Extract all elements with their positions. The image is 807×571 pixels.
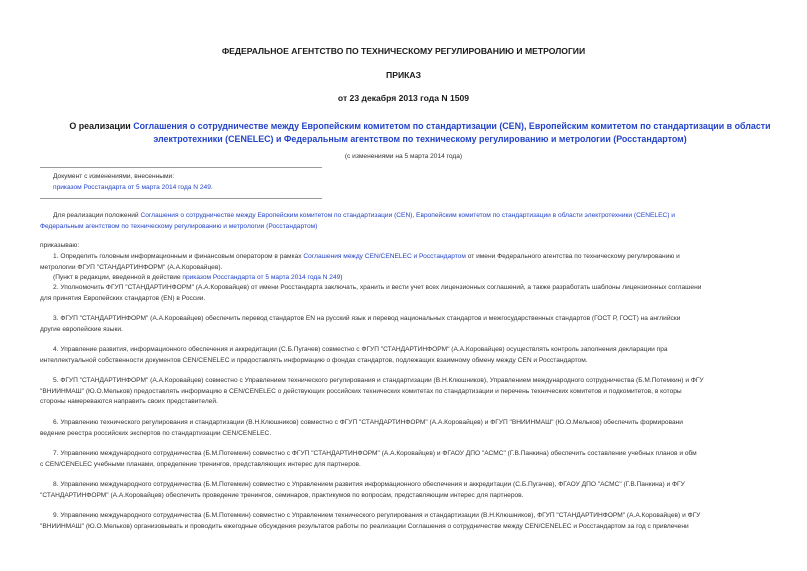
- item-3-line-2: другие европейские языки.: [40, 325, 123, 333]
- item-9-line-2: "ВНИИНМАШ" (Ю.О.Мельков) организовывать и проводить ежегодные обсуждения результатов работы по реализации Соглашения о сотрудничестве между CEN/CENELEC и Росстандартом за год с привлечени: [40, 522, 689, 530]
- item-5: [40, 376, 780, 408]
- item-6-line-2: ведение реестра российских экспертов по стандартизации CEN/CENELEC.: [40, 429, 272, 437]
- item-1-agreement-link[interactable]: Соглашения между CEN/CENELEC и Росстандартом: [303, 253, 466, 260]
- item-3-line-1: 3. ФГУП "СТАНДАРТИНФОРМ" (А.А.Коровайцев) обеспечить перевод стандартов EN на русский язык и перевод национальных стандартов и межгосударственных стандартов (ГОСТ Р, ГОСТ) на английски: [53, 315, 681, 322]
- agreement-link-continued[interactable]: электротехники (CENELEC) и Федеральным агентством по техническому регулированию и метрологии (Росстандартом): [153, 134, 687, 144]
- item-4-line-2: интеллектуальной собственности документов CEN/CENELEC и предоставлять информацию о фондах стандартов, подлежащих взаимному обмену между CEN и Росстандартом.: [40, 356, 588, 364]
- item-2-line-2: для принятия Европейских стандартов (EN) в России.: [40, 294, 206, 302]
- preamble-agency-link[interactable]: Федеральным агентством по техническому регулированию и метрологии (Росстандартом): [40, 222, 318, 230]
- document-title: [60, 120, 780, 146]
- divider-top: [40, 167, 322, 168]
- doc-type-heading: ПРИКАЗ: [386, 70, 421, 80]
- item-6-line-1: 6. Управлению технического регулирования и стандартизации (В.Н.Клюшников) совместно с ФГУП "СТАНДАРТИНФОРМ" (А.А.Коровайцев) и ФГУП "ВНИИНМАШ" (Ю.О.Мельков) обеспечить формировани: [53, 419, 683, 426]
- amendment-note: (с изменениями на 5 марта 2014 года): [344, 153, 463, 160]
- item-6: [40, 418, 780, 439]
- item-1-text-end: от имени Федерального агентства по техническому регулированию и: [465, 253, 680, 260]
- item-2: [40, 283, 780, 304]
- item-4-line-1: 4. Управление развития, информационного обеспечения и аккредитации (С.Б.Пугачев) совместно с ФГУП "СТАНДАРТИНФОРМ" (А.А.Коровайцев) осуществлять контроль заполнения декларации пра: [53, 346, 668, 353]
- item-8-line-2: "СТАНДАРТИНФОРМ" (А.А.Коровайцев) обеспечить проведение тренингов, семинаров, практикумов по вопросам, представляющим интерес для партнеров.: [40, 491, 524, 499]
- preamble-lead: Для реализации положений: [53, 212, 141, 219]
- item-1-text: 1. Определить головным информационным и финансовым оператором в рамках: [53, 253, 304, 260]
- agency-heading: ФЕДЕРАЛЬНОЕ АГЕНТСТВО ПО ТЕХНИЧЕСКОМУ РЕГУЛИРОВАНИЮ И МЕТРОЛОГИИ: [221, 46, 586, 56]
- item-5-line-1: 5. ФГУП "СТАНДАРТИНФОРМ" (А.А.Коровайцев) совместно с Управлением технического регулирования и стандартизации (В.Н.Клюшников), Управлением международного сотрудничества (Б.М.Потемкин) и ФГУ: [53, 377, 704, 384]
- preamble-agreement-link[interactable]: Соглашения о сотрудничестве между Европейским комитетом по стандартизации (CEN), Европейским комитетом по стандартизации в области электротехники (CENELEC) и: [140, 212, 675, 219]
- item-8: [40, 480, 780, 501]
- amending-order-link[interactable]: приказом Росстандарта от 5 марта 2014 года N 249: [53, 184, 211, 191]
- item-2-line-1: 2. Уполномочить ФГУП "СТАНДАРТИНФОРМ" (А.А.Коровайцев) от имени Росстандарта заключать, хранить и вести учет всех лицензионных соглашений, а также разработать шаблоны лицензионных соглашени: [53, 284, 702, 291]
- preamble-paragraph: [40, 211, 780, 232]
- item-8-line-1: 8. Управлению международного сотрудничества (Б.М.Потемкин) совместно с Управлением развития информационного обеспечения и аккредитации (С.Б.Пугачев), ФГАОУ ДПО "АСМС" (Г.В.Панкина) и ФГУ: [53, 481, 685, 488]
- changes-suffix: .: [210, 184, 213, 191]
- item-1-amend-link[interactable]: приказом Росстандарта от 5 марта 2014 года N 249: [182, 274, 341, 281]
- item-7-line-1: 7. Управлению международного сотрудничества (Б.М.Потемкин) совместно с ФГУП "СТАНДАРТИНФОРМ" (А.А.Коровайцев) и ФГАОУ ДПО "АСМС" (Г.В.Панкина) обеспечить составление учебных планов и обм: [53, 450, 697, 457]
- item-9: [40, 511, 780, 532]
- title-prefix: О реализации: [69, 121, 134, 131]
- item-9-line-1: 9. Управлению международного сотрудничества (Б.М.Потемкин) совместно с Управлением технического регулирования и стандартизации (В.Н.Клюшников), ФГУП "СТАНДАРТИНФОРМ" (А.А.Коровайцев) и ФГУ: [53, 512, 701, 519]
- item-1-amend-text: (Пункт в редакции, введенной в действие: [53, 274, 183, 281]
- divider-bottom: [40, 198, 322, 199]
- item-7-line-2: с CEN/CENELEC учебными планами, определение тренингов, представляющих интерес для партнеров.: [40, 460, 361, 468]
- item-3: [40, 314, 780, 335]
- changes-ref: [53, 182, 213, 193]
- item-1-line-2: метрологии ФГУП "СТАНДАРТИНФОРМ" (А.А.Коровайцев).: [40, 263, 223, 271]
- item-5-line-3: стороны намереваются направить своих представителей.: [40, 398, 218, 405]
- changes-label: Документ с изменениями, внесенными:: [53, 173, 175, 180]
- item-1: [40, 252, 780, 284]
- item-1-amend-end: ): [340, 274, 343, 281]
- item-4: [40, 345, 780, 366]
- item-5-line-2: "ВНИИНМАШ" (Ю.О.Мельков) предоставлять информацию в CEN/CENELEC о действующих российских технических комитетах по стандартизации и перечень технических комитетов и подкомитетов, в которы: [40, 387, 682, 395]
- item-7: [40, 449, 780, 470]
- date-number-heading: от 23 декабря 2013 года N 1509: [337, 93, 470, 103]
- order-word: приказываю:: [40, 242, 80, 249]
- agreement-link[interactable]: Соглашения о сотрудничестве между Европейским комитетом по стандартизации (CEN), Европейским комитетом по стандартизации в области: [133, 121, 771, 131]
